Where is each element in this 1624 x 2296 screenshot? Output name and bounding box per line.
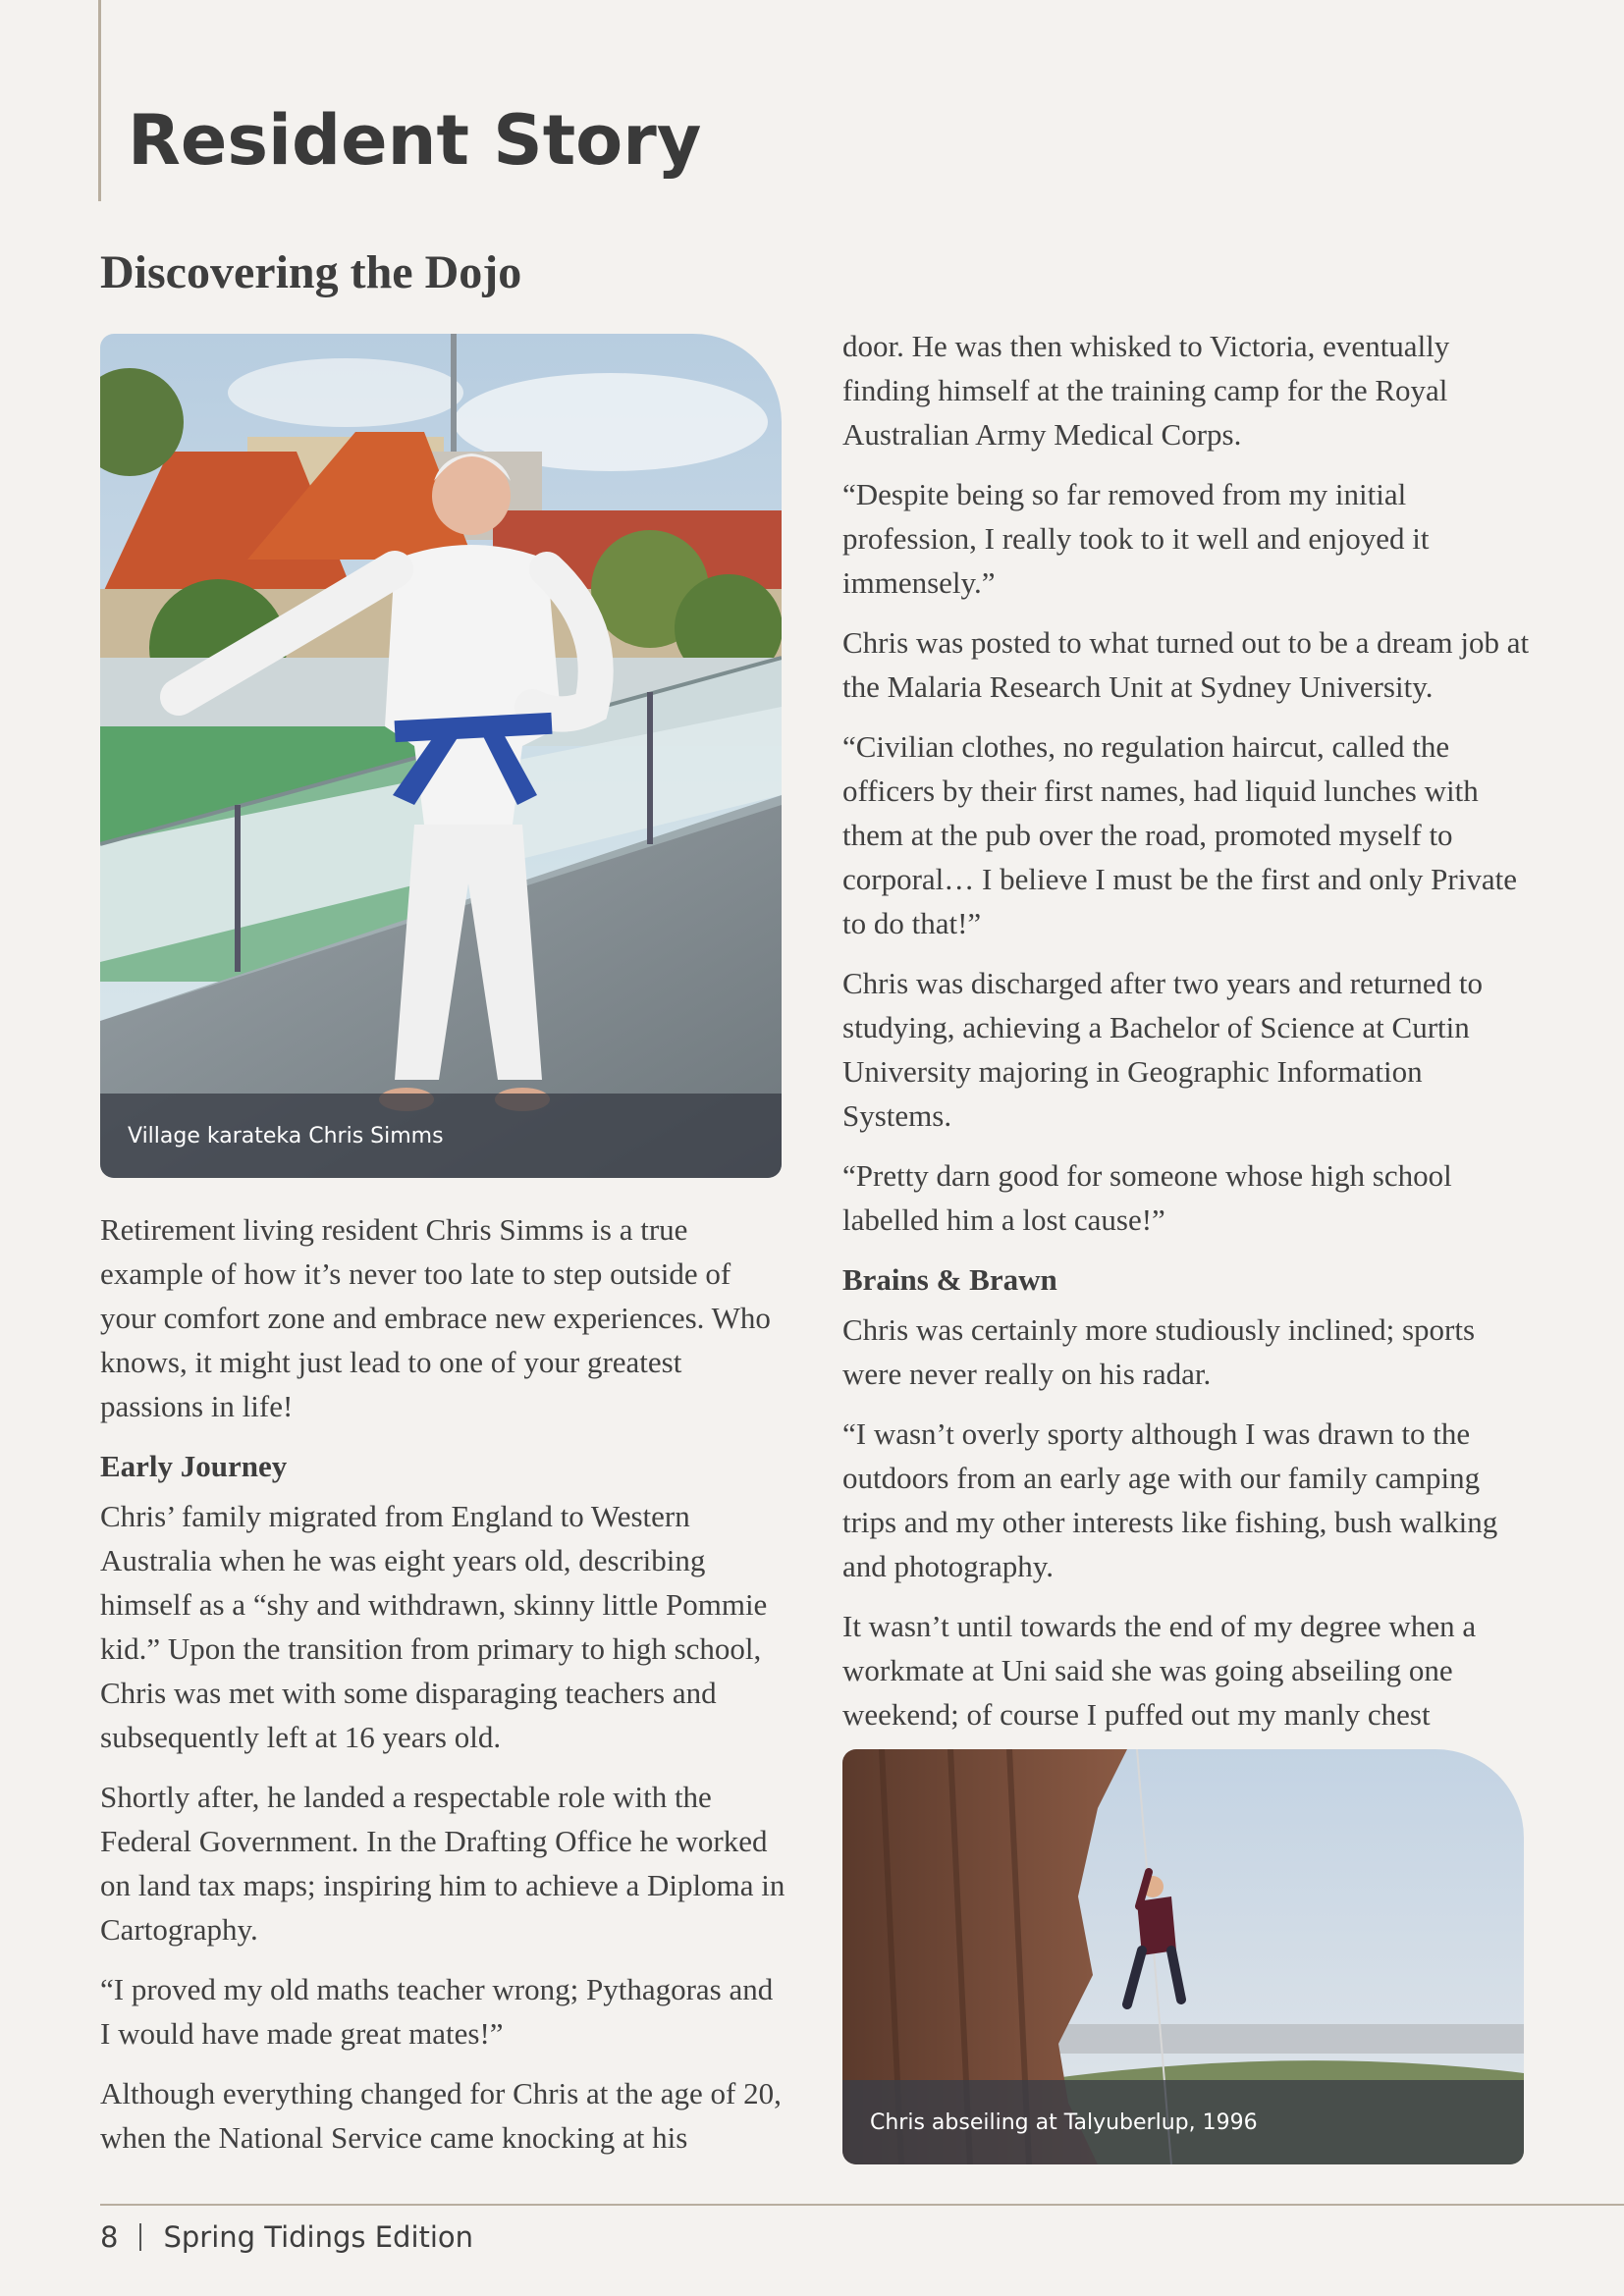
page-title: Resident Story xyxy=(128,100,702,181)
paragraph: “Pretty darn good for someone whose high school labelled him a lost cause!” xyxy=(842,1158,1452,1237)
abseiling-photo xyxy=(842,1749,1524,2164)
page-number: 8 xyxy=(100,2220,119,2254)
page-footer xyxy=(100,2220,473,2254)
footer-rule xyxy=(100,2204,1624,2206)
paragraph: “Civilian clothes, no regulation haircut, called the officers by their first names, had liquid lunches with them at the pub over the road, promoted myself to corporal… I believe I must be the first and only Private to do that!” xyxy=(842,729,1517,940)
paragraph: Chris was certainly more studiously inclined; sports were never really on his radar. xyxy=(842,1312,1476,1391)
header-accent-rule xyxy=(98,0,101,201)
karate-photo-illustration xyxy=(100,334,782,1178)
paragraph: “I proved my old maths teacher wrong; Pythagoras and I would have made great mates!” xyxy=(100,1972,774,2051)
paragraph: “Despite being so far removed from my initial profession, I really took to it well and enjoyed it immensely.” xyxy=(842,477,1430,600)
paragraph: “I wasn’t overly sporty although I was drawn to the outdoors from an early age with our family camping trips and my other interests like fishing, bush walking and photography. xyxy=(842,1416,1498,1583)
footer-separator xyxy=(139,2223,141,2251)
edition-name: Spring Tidings Edition xyxy=(163,2220,474,2254)
photo-caption: Village karateka Chris Simms xyxy=(100,1094,782,1178)
paragraph: Chris was posted to what turned out to be a dream job at the Malaria Research Unit at Sydney University. xyxy=(842,625,1530,704)
article-title: Discovering the Dojo xyxy=(100,246,522,298)
article-column-right xyxy=(842,324,1530,1752)
paragraph: It wasn’t until towards the end of my degree when a workmate at Uni said she was going abseiling one weekend; of course I puffed out my manly chest xyxy=(842,1609,1477,1732)
paragraph: Chris was discharged after two years and returned to studying, achieving a Bachelor of Science at Curtin University majoring in Geographic Information Systems. xyxy=(842,966,1483,1133)
paragraph: door. He was then whisked to Victoria, eventually finding himself at the training camp for the Royal Australian Army Medical Corps. xyxy=(842,329,1450,452)
subheading-early-journey: Early Journey xyxy=(100,1449,288,1483)
paragraph: Shortly after, he landed a respectable role with the Federal Government. In the Drafting Office he worked on land tax maps; inspiring him to achieve a Diploma in Cartography. xyxy=(100,1780,785,1947)
subheading-brains-brawn: Brains & Brawn xyxy=(842,1262,1057,1297)
article-column-left xyxy=(100,1207,787,2175)
karate-photo xyxy=(100,334,782,1178)
photo-caption: Chris abseiling at Talyuberlup, 1996 xyxy=(842,2080,1524,2164)
paragraph: Retirement living resident Chris Simms is a true example of how it’s never too late to step outside of your comfort zone and embrace new experiences. Who knows, it might just lead to one of your greatest passions in life! xyxy=(100,1212,771,1423)
paragraph: Although everything changed for Chris at the age of 20, when the National Service came knocking at his xyxy=(100,2076,782,2155)
paragraph: Chris’ family migrated from England to Western Australia when he was eight years old, describing himself as a “shy and withdrawn, skinny little Pommie kid.” Upon the transition from primary to high school, Chris was met with some disparaging teachers and subsequently left at 16 years old. xyxy=(100,1499,768,1754)
